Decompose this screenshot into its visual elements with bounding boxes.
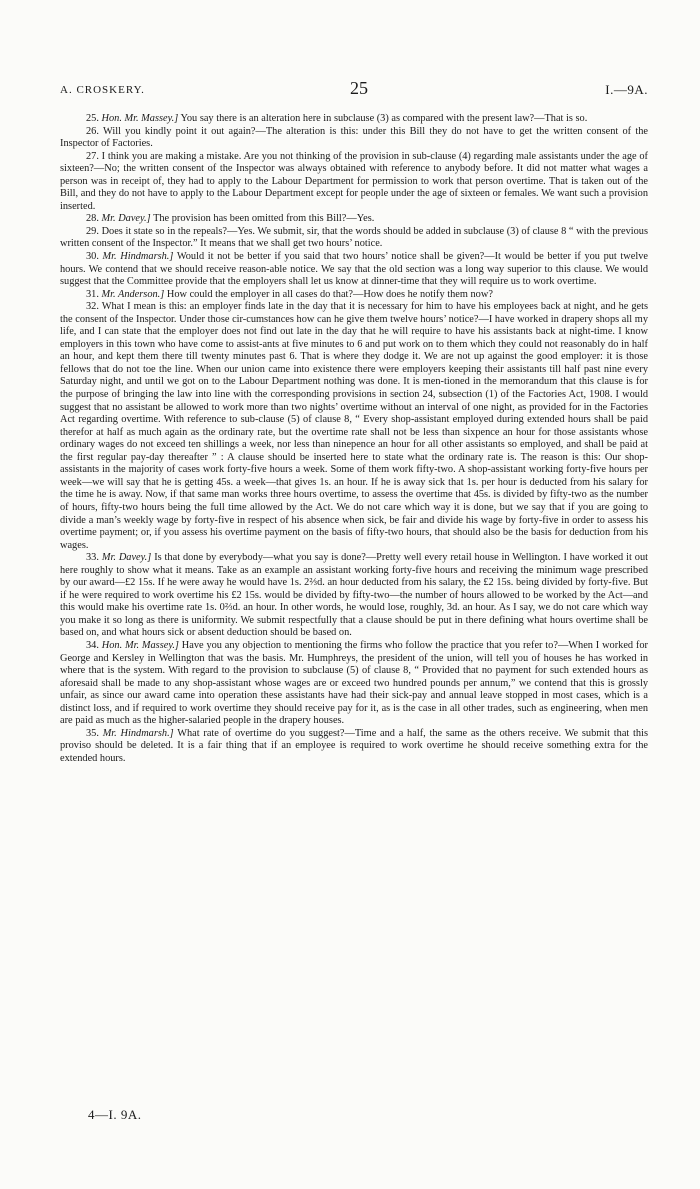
speaker-name: Mr. Hindmarsh.] [102, 251, 174, 263]
question-paragraph [60, 151, 648, 214]
speaker-name: Mr. Hindmarsh.] [102, 727, 174, 739]
question-paragraph [60, 126, 648, 151]
question-number: 35. [86, 727, 99, 739]
question-paragraph [60, 640, 648, 728]
question-paragraph [60, 301, 648, 552]
question-paragraph [60, 113, 648, 126]
question-number: 33. [86, 552, 99, 564]
question-paragraph [60, 251, 648, 289]
paper-reference: I.—9A. [605, 82, 648, 97]
witness-name: A. CROSKERY. [60, 84, 145, 96]
question-text: Have you any objection to mentioning the firms who follow the practice that you refer to?—When I worked for George and Kersley in Wellington that was the basis. Mr. Humphreys, the president of the union, will tell you of houses he has worked in where that is the system. With regard to the provision to subclause (5) of clause 8, “ Provided that no payment for such extended hours as aforesaid shall be made to any shop-assistant whose wages are or exceed two hundred pounds per annum,” we contend that this is grossly unfair, as since our award came into operation these assistants have had their sick-pay and annual leave stopped in most cases, which is a distinct loss, and if required to work overtime they should receive pay for it, as is the case in all other trades, such as engineering, when men are paid as much as the higher-salaried people in the drapery houses. [60, 639, 648, 727]
question-number: 26. [86, 125, 99, 137]
question-text: Will you kindly point it out again?—The alteration is this: under this Bill they do not have to get the written consent of the Inspector of Factories. [60, 125, 648, 150]
speaker-name: Mr. Anderson.] [101, 288, 165, 300]
speaker-name: Hon. Mr. Massey.] [101, 639, 179, 651]
question-number: 25. [86, 113, 99, 124]
question-text: Does it state so in the repeals?—Yes. We submit, sir, that the words should be added in subclause (3) of clause 8 “ with the previous written consent of the Inspector.” It means that we shall get two hours’ notice. [60, 225, 648, 250]
evidence-body [60, 113, 648, 765]
question-text: You say there is an alteration here in subclause (3) as compared with the present law?—That is so. [180, 113, 588, 124]
question-text: Would it not be better if you said that two hours’ notice shall be given?—It would be better if you put twelve hours. We contend that we should receive reason-able notice. We say that the old section was a long way superior to this clause. We would suggest that the Committee provide that the employers shall let us know at dinner-time that they will require us to work overtime. [60, 251, 648, 288]
question-paragraph [60, 289, 648, 302]
speaker-name: Mr. Davey.] [101, 213, 151, 225]
question-text: The provision has been omitted from this Bill?—Yes. [153, 213, 375, 225]
question-text: Is that done by everybody—what you say is done?—Pretty well every retail house in Wellington. I have worked it out here roughly to show what it means. Take as an example an assistant working forty-five hours and receiving the minimum wage prescribed by our award—£2 15s. If he were away he would have 1s. 2⅔d. an hour deducted from his salary, the £2 15s. being divided by forty-five. But if he were required to work overtime his £2 15s. would be divided by fifty-two—the number of hours allowed to be worked by the Act—and this would make his overtime rate 1s. 0⅔d. an hour. In other words, he would lose, roughly, 3d. an hour. As I say, we do not care which way you make it so long as there is uniformity. We submit respectfully that a clause should be put in there defining what hours overtime shall be based on, and what hours sick or absent deduction should be based on. [60, 552, 648, 639]
question-number: 28. [86, 213, 99, 225]
question-text: What rate of overtime do you suggest?—Time and a half, the same as the others receive. We submit that this proviso should be deleted. It is a fair thing that if an employee is required to work overtime he should receive something extra for the extended hours. [60, 727, 648, 764]
question-text: I think you are making a mistake. Are you not thinking of the provision in sub-clause (4) regarding male assistants under the age of sixteen?—No; the written consent of the Inspector was always obtained with reference to anybody before. It did not matter what wages a person was in receipt of, they had to apply to the Labour Department for permission to work that person overtime. That is taken out of the Bill, and they do not have to apply to the Labour Department except for people under the age of sixteen or females. We want such a provision inserted. [60, 150, 648, 212]
question-text: What I mean is this: an employer finds late in the day that it is necessary for him to have his employees back at night, and he gets the consent of the Inspector. Under those cir-cumstances how can he give them twelve hours’ notice?—I have worked in drapery shops all my life, and I can state that the employer does not find out late in the day that he will require to have his assistants back at night-time. I know employers in this town who have come to assist-ants at five minutes to 6 and put work on to them which they could not reasonably do in half an hour, and kept them there till twenty minutes past 6. That is where they dodge it. We are not up against the good employer: it is those fellows that do not toe the line. When our union came into existence there were employers keeping their assistants till half past nine every Saturday night, and until we got on to the Labour Department nothing was done. It is men-tioned in the memorandum that this clause is for the purpose of bringing the law into line with the corresponding provisions in section 24, subsection (1) of the Factories Act, 1908. I would suggest that no assistant be allowed to work more than two nights’ overtime without an interval of one night, as provided for in the Factories Act regarding overtime. With reference to sub-clause (5) of clause 8, “ Every shop-assistant employed during extended hours shall be paid therefor at half as much again as the ordinary rate, but the overtime rate shall not be less than sixpence an hour for those assistants whose ordinary wages do not exceed ten shillings a week, nor less than ninepence an hour for all other assistants so employed, and shall be paid at the first regular pay-day thereafter ” : A clause should be inserted here to state what the ordinary rate is. The reason is this: Our shop-assistants in the majority of cases work forty-five hours a week. Some of them work fifty-two. A shop-assistant working forty-five hours per week—we will say that he is getting 45s. a week—that gives 1s. an hour. If he is away sick that 1s. per hour is deducted from his salary for the time he is away. Now, if that same man works three hours overtime, to assess the overtime that 45s. is divided by fifty-two as the number of hours, fifty-two hours being the full time allowed by the Act. We do not care which way it is done, but we say that if you are going to divide a man’s weekly wage by forty-five in respect of his absence when sick, be fair and divide his wage by forty-five in order to assess his overtime payment; or, if you assess his overtime payment on the basis of fifty-two hours, that should also be the basis for deduction from his wages. [60, 301, 648, 551]
question-number: 30. [86, 251, 99, 263]
page-header [60, 80, 648, 102]
speaker-name: Hon. Mr. Massey.] [101, 113, 179, 124]
question-paragraph [60, 552, 648, 640]
question-number: 27. [86, 150, 99, 162]
question-paragraph [60, 728, 648, 766]
question-number: 32. [86, 301, 99, 313]
speaker-name: Mr. Davey.] [101, 552, 152, 564]
question-number: 29. [86, 225, 99, 237]
question-paragraph [60, 213, 648, 226]
question-number: 34. [86, 639, 99, 651]
question-text: How could the employer in all cases do that?—How does he notify them now? [166, 288, 493, 300]
page-number: 25 [350, 78, 368, 98]
question-number: 31. [86, 288, 99, 300]
signature-mark: 4—I. 9A. [88, 1107, 142, 1122]
question-paragraph [60, 226, 648, 251]
